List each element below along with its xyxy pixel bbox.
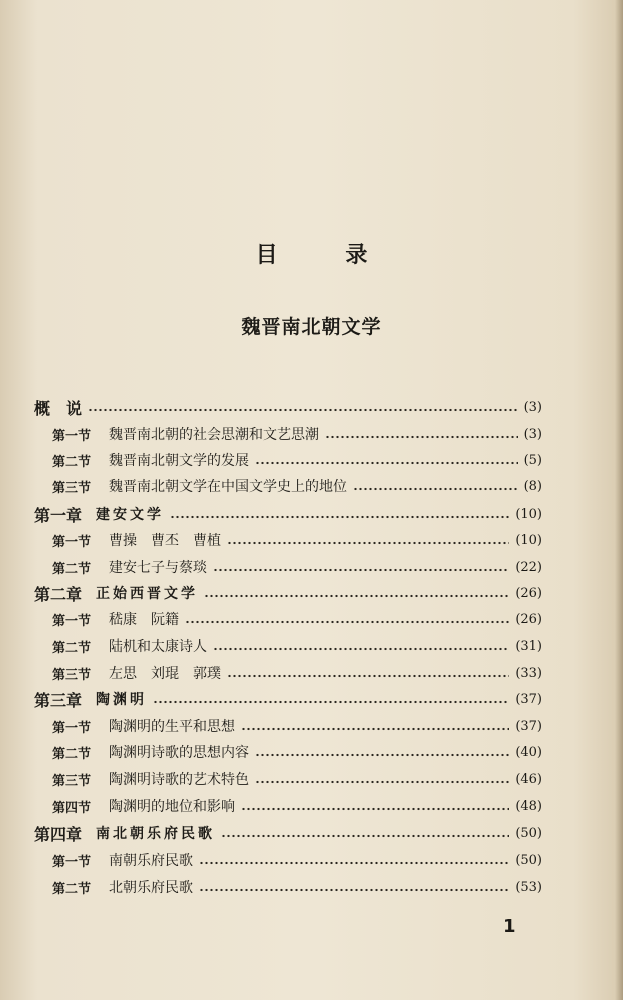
toc-entry-label: 概 说 bbox=[34, 398, 83, 418]
toc-entry-label: 第二节 bbox=[52, 454, 92, 470]
toc-entry-label: 第一节 bbox=[52, 534, 92, 550]
toc-page-ref: (10) bbox=[515, 532, 542, 548]
toc-entry-title: 陶渊明诗歌的思想内容 bbox=[109, 745, 250, 761]
toc-page-ref: (3) bbox=[523, 426, 542, 442]
toc-page-ref: (22) bbox=[515, 559, 542, 575]
toc-chapter-row bbox=[34, 501, 542, 527]
section-subtitle: 魏晋南北朝文学 bbox=[241, 316, 382, 338]
toc-entry-label: 第三节 bbox=[52, 667, 92, 683]
toc-page-ref: (37) bbox=[515, 691, 542, 707]
toc-entry-title: 陶渊明的生平和思想 bbox=[109, 719, 236, 735]
toc-page-ref: (8) bbox=[523, 478, 542, 494]
dot-leader bbox=[213, 568, 509, 572]
toc-section-row bbox=[52, 713, 542, 739]
toc-page-ref: (31) bbox=[515, 638, 542, 654]
toc-section-row bbox=[52, 793, 542, 819]
toc-entry-title: 曹操 曹丕 曹植 bbox=[109, 533, 222, 549]
dot-leader bbox=[153, 700, 509, 704]
toc-page-ref: (53) bbox=[515, 879, 542, 895]
toc-entry-title: 南朝乐府民歌 bbox=[109, 853, 194, 869]
toc-entry-title: 陶渊明的地位和影响 bbox=[109, 799, 236, 815]
dot-leader bbox=[88, 408, 518, 412]
toc-page-ref: (5) bbox=[523, 452, 542, 468]
toc-section-row bbox=[52, 847, 542, 873]
dot-leader bbox=[213, 647, 509, 651]
toc-chapter-row bbox=[34, 686, 542, 712]
toc-entry-label: 第二节 bbox=[52, 746, 92, 762]
page-edge-shadow bbox=[615, 0, 623, 1000]
toc-entry-title: 南北朝乐府民歌 bbox=[96, 826, 216, 842]
toc-entry-title: 建安七子与蔡琰 bbox=[109, 560, 208, 576]
toc-entry-title: 建安文学 bbox=[96, 507, 165, 523]
toc-entry-label: 第四章 bbox=[34, 824, 83, 844]
toc-entry-title: 正始西晋文学 bbox=[96, 586, 199, 602]
toc-section-row bbox=[52, 473, 542, 499]
dot-leader bbox=[204, 594, 509, 598]
dot-leader bbox=[241, 727, 509, 731]
toc-section-row bbox=[52, 554, 542, 580]
toc-entry-label: 第一节 bbox=[52, 428, 92, 444]
toc-entry-label: 第二节 bbox=[52, 640, 92, 656]
toc-section-row bbox=[52, 766, 542, 792]
toc-entry-label: 第一章 bbox=[34, 505, 83, 525]
toc-entry-label: 第三节 bbox=[52, 773, 92, 789]
toc-entry-label: 第四节 bbox=[52, 800, 92, 816]
toc-chapter-row bbox=[34, 394, 542, 420]
toc-page-ref: (26) bbox=[515, 611, 542, 627]
toc-page-ref: (10) bbox=[515, 506, 542, 522]
toc-entry-label: 第二节 bbox=[52, 561, 92, 577]
toc-entry-title: 左思 刘琨 郭璞 bbox=[109, 666, 222, 682]
toc-entry-title: 魏晋南北朝文学的发展 bbox=[109, 453, 250, 469]
toc-entry-title: 北朝乐府民歌 bbox=[109, 880, 194, 896]
toc-page-ref: (33) bbox=[515, 665, 542, 681]
dot-leader bbox=[255, 753, 509, 757]
toc-page-ref: (50) bbox=[515, 852, 542, 868]
toc-section-row bbox=[52, 421, 542, 447]
toc-section-row bbox=[52, 606, 542, 632]
toc-entry-label: 第一节 bbox=[52, 720, 92, 736]
toc-entry-title: 陶渊明诗歌的艺术特色 bbox=[109, 772, 250, 788]
page-number: 1 bbox=[503, 916, 516, 937]
toc-page-ref: (48) bbox=[515, 798, 542, 814]
dot-leader bbox=[199, 861, 509, 865]
dot-leader bbox=[227, 674, 509, 678]
dot-leader bbox=[227, 541, 509, 545]
dot-leader bbox=[185, 620, 509, 624]
dot-leader bbox=[353, 487, 518, 491]
toc-page-ref: (26) bbox=[515, 585, 542, 601]
dot-leader bbox=[255, 461, 518, 465]
toc-section-row bbox=[52, 527, 542, 553]
dot-leader bbox=[325, 435, 518, 439]
toc-chapter-row bbox=[34, 580, 542, 606]
dot-leader bbox=[199, 888, 509, 892]
toc-section-row bbox=[52, 447, 542, 473]
toc-entry-label: 第一节 bbox=[52, 613, 92, 629]
toc-page-ref: (50) bbox=[515, 825, 542, 841]
dot-leader bbox=[170, 515, 509, 519]
toc-page-ref: (40) bbox=[515, 744, 542, 760]
toc-chapter-row bbox=[34, 820, 542, 846]
toc-page-ref: (3) bbox=[523, 399, 542, 415]
toc-entry-label: 第三章 bbox=[34, 690, 83, 710]
page-title: 目 录 bbox=[255, 243, 398, 268]
toc-entry-label: 第三节 bbox=[52, 480, 92, 496]
toc-entry-title: 嵇康 阮籍 bbox=[109, 612, 180, 628]
toc-section-row bbox=[52, 660, 542, 686]
dot-leader bbox=[241, 807, 509, 811]
toc-section-row bbox=[52, 633, 542, 659]
toc-entry-title: 陆机和太康诗人 bbox=[109, 639, 208, 655]
dot-leader bbox=[255, 780, 509, 784]
toc-section-row bbox=[52, 874, 542, 900]
toc-entry-title: 魏晋南北朝文学在中国文学史上的地位 bbox=[109, 479, 348, 495]
toc-page-ref: (37) bbox=[515, 718, 542, 734]
toc-entry-label: 第二章 bbox=[34, 584, 83, 604]
toc-entry-title: 魏晋南北朝的社会思潮和文艺思潮 bbox=[109, 427, 320, 443]
toc-section-row bbox=[52, 739, 542, 765]
dot-leader bbox=[221, 834, 509, 838]
toc-page-ref: (46) bbox=[515, 771, 542, 787]
toc-entry-label: 第一节 bbox=[52, 854, 92, 870]
toc-entry-title: 陶渊明 bbox=[96, 692, 148, 708]
toc-entry-label: 第二节 bbox=[52, 881, 92, 897]
